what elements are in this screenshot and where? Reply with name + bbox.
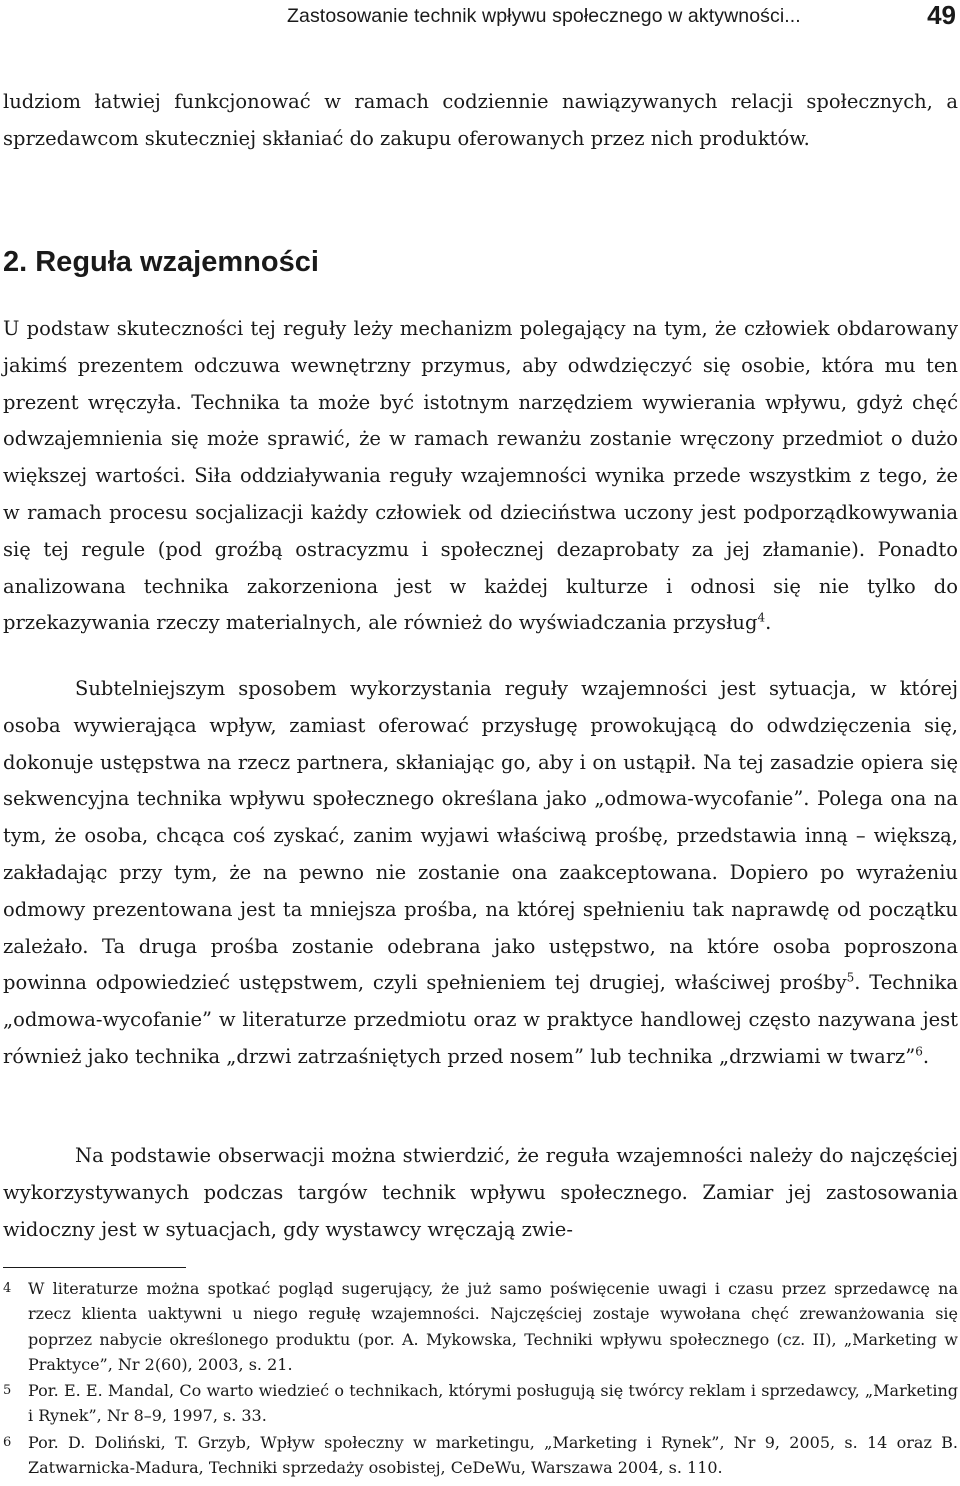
paragraph-2-end: . bbox=[922, 1044, 930, 1068]
section-heading: 2. Reguła wzajemności bbox=[3, 246, 319, 278]
footnote-6 bbox=[3, 1430, 958, 1481]
running-title: Zastosowanie technik wpływu społecznego w aktywności... bbox=[287, 5, 801, 27]
page-number: 49 bbox=[927, 0, 956, 30]
footnote-5 bbox=[3, 1378, 958, 1429]
footnote-text: W literaturze można spotkać pogląd sugerujący, że już samo poświęcenie uwagi i czasu przez sprzedawcę na rzecz klienta uaktywni u niego regułę wzajemności. Najczęściej zostaje wywołana chęć zrewanżowania się poprzez nabycie określonego produktu (por. A. Mykowska, Techniki wpływu społecznego (cz. II), „Marketing w Praktyce”, Nr 2(60), 2003, s. 21. bbox=[28, 1279, 958, 1374]
footnote-ref-4: 4 bbox=[757, 610, 766, 625]
footnote-text: Por. E. E. Mandal, Co warto wiedzieć o technikach, którymi posługują się twórcy reklam i sprzedawcy, „Marketing i Rynek”, Nr 8–9, 1997, s. 33. bbox=[28, 1381, 958, 1426]
paragraph-2-text-b: . Technika „odmowa-wycofanie” w literaturze przedmiotu oraz w praktyce handlowej często nazywana jest również jako technika „drzwi zatrzaśniętych przed nosem” lub technika „drzwiami w twarz” bbox=[3, 971, 958, 1068]
footnote-ref-5: 5 bbox=[846, 970, 855, 985]
footnote-text: Por. D. Doliński, T. Grzyb, Wpływ społeczny w marketingu, „Marketing i Rynek”, Nr 9, 2005, s. 14 oraz B. Zatwarnicka-Madura, Techniki sprzedaży osobistej, CeDeWu, Warszawa 2004, s. 110. bbox=[28, 1432, 958, 1478]
footnote-ref-6: 6 bbox=[915, 1044, 923, 1059]
footnotes bbox=[3, 1276, 958, 1481]
footnote-number: 4 bbox=[3, 1281, 12, 1296]
intro-paragraph bbox=[3, 84, 958, 158]
paragraph-3-text: Na podstawie obserwacji można stwierdzić, że reguła wzajemności należy do najczęściej wykorzystywanych podczas targów technik wpływu społecznego. Zamiar jej zastosowania widoczny jest w sytuacjach, gdy wystawcy wręczają zwie- bbox=[3, 1144, 958, 1241]
footnote-number: 5 bbox=[3, 1383, 12, 1399]
paragraph-1-text: U podstaw skuteczności tej reguły leży mechanizm polegający na tym, że człowiek obdarowany jakimś prezentem odczuwa wewnętrzny przymus, aby odwdzięczyć się osobie, która mu ten prezent wręczyła. Technika ta może być istotnym narzędziem wywierania wpływu, gdyż chęć odwzajemnienia się może sprawić, że w ramach rewanżu zostanie wręczony przedmiot o dużo większej wartości. Siła oddziaływania reguły wzajemności wynika przede wszystkim z tego, że w ramach procesu socjalizacji każdy człowiek od dzieciństwa uczony jest podporządkowywania się tej regule (pod groźbą ostracyzmu i społecznej dezaprobaty za jej złamanie). Ponadto analizowana technika zakorzeniona jest w każdej kulturze i odnosi się nie tylko do przekazywania rzeczy materialnych, ale również do wyświadczania przysług bbox=[3, 317, 958, 635]
paragraph-2 bbox=[3, 671, 958, 1076]
paragraph-3 bbox=[3, 1138, 958, 1248]
page-header bbox=[0, 0, 960, 34]
footnote-number: 6 bbox=[3, 1434, 12, 1450]
footnote-4 bbox=[3, 1276, 958, 1377]
paragraph-1-end: . bbox=[765, 611, 772, 635]
paragraph-1 bbox=[3, 311, 958, 642]
paragraph-2-text-a: Subtelniejszym sposobem wykorzystania reguły wzajemności jest sytuacja, w której osoba wywierająca wpływ, zamiast oferować przysługę prowokującą do odwdzięczenia się, dokonuje ustępstwa na rzecz partnera, skłaniając go, aby i on ustąpił. Na tej zasadzie opiera się sekwencyjna technika wpływu społecznego określana jako „odmowa-wycofanie”. Polega ona na tym, że osoba, chcąca coś zyskać, zanim wyjawi właściwą prośbę, przedstawia inną – większą, zakładając przy tym, że na pewno nie zostanie ona zaakceptowana. Dopiero po wyrażeniu odmowy prezentowana jest ta mniejsza prośba, na której spełnieniu tak naprawdę od początku zależało. Ta druga prośba zostanie odebrana jako ustępstwo, na które osoba poproszona powinna odpowiedzieć ustępstwem, czyli spełnieniem tej drugiej, właściwej prośby bbox=[3, 677, 958, 995]
footnote-divider bbox=[3, 1267, 186, 1268]
intro-text: ludziom łatwiej funkcjonować w ramach codziennie nawiązywanych relacji społecznych, a sprzedawcom skuteczniej skłaniać do zakupu oferowanych przez nich produktów. bbox=[3, 90, 958, 150]
